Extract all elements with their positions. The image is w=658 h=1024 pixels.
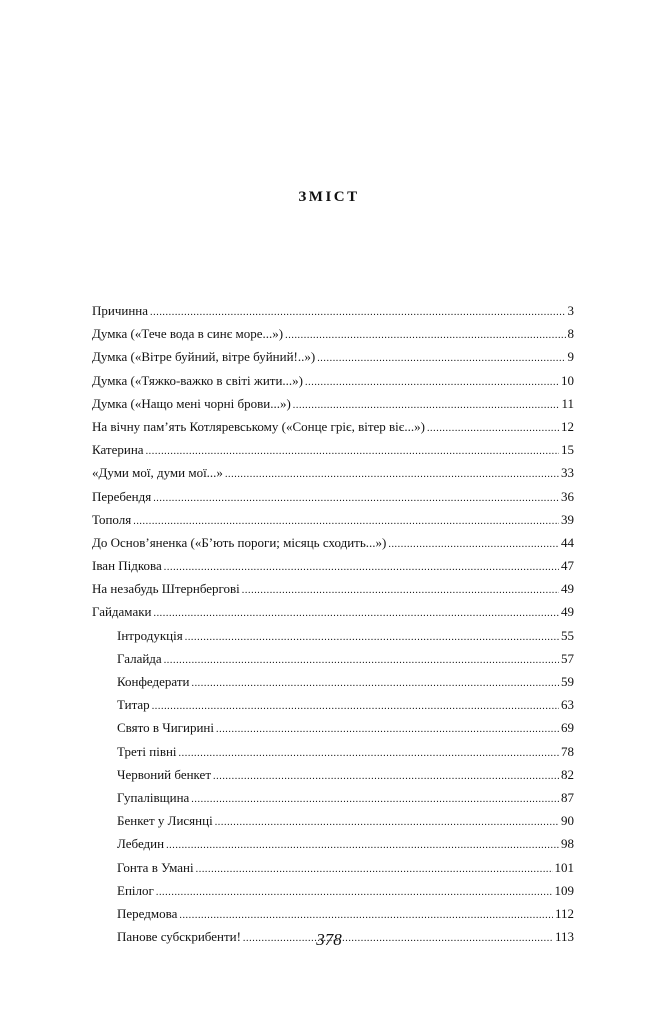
toc-entry-label: Інтродукція (117, 627, 183, 643)
toc-entry-label: Панове субскрибенти! (117, 929, 241, 945)
toc-entry-page: 55 (561, 627, 574, 643)
toc-entry (92, 763, 574, 786)
toc-entry-page: 44 (561, 534, 574, 550)
toc-entry (92, 461, 574, 484)
dot-leader (191, 788, 559, 811)
toc-entry-page: 8 (567, 326, 574, 342)
toc-entry (92, 670, 574, 693)
toc-entry-label: Думка («Тяжко-важко в світі жити...») (92, 372, 304, 388)
toc-entry-label: Червоний бенкет (117, 766, 212, 782)
toc-entry-page: 63 (561, 697, 574, 713)
dot-leader (242, 579, 559, 602)
toc-entry-page: 101 (554, 859, 574, 875)
toc-entry (92, 531, 574, 554)
toc-entry-label: Треті півні (117, 743, 177, 759)
dot-leader (225, 463, 559, 486)
dot-leader (196, 858, 553, 881)
toc-entry (92, 624, 574, 647)
dot-leader (146, 440, 559, 463)
toc-entry (92, 508, 574, 531)
toc-entry (92, 600, 574, 623)
dot-leader (150, 301, 565, 324)
toc-entry-page: 59 (561, 674, 574, 689)
dot-leader (166, 834, 559, 857)
toc-entry-page: 3 (567, 303, 574, 318)
dot-leader (164, 556, 559, 579)
dot-leader (156, 881, 553, 904)
toc-entry-label: На незабудь Штернбергові (92, 581, 240, 597)
toc-entry (92, 299, 574, 322)
toc-entry (92, 392, 574, 415)
toc-entry-label: Тополя (92, 511, 132, 527)
toc-entry (92, 740, 574, 763)
toc-entry-page: 98 (561, 836, 574, 852)
toc-entry-page: 78 (561, 743, 574, 759)
toc-entry-label: Титар (117, 697, 150, 713)
toc-entry-page: 10 (561, 372, 574, 388)
toc-entry-page: 87 (561, 789, 574, 805)
toc-entry (92, 485, 574, 508)
toc-entry-label: Думка («Вітре буйний, вітре буйний!..») (92, 349, 316, 365)
toc-entry (92, 369, 574, 392)
dot-leader (185, 626, 559, 649)
toc-entry-page: 47 (561, 558, 574, 574)
toc-entry-page: 49 (561, 604, 574, 620)
toc-entry-label: Бенкет у Лисянці (117, 813, 213, 829)
toc-entry-page: 12 (561, 418, 574, 434)
dot-leader (191, 672, 559, 695)
toc-entry-page: 39 (561, 511, 574, 527)
toc-entry-label: Перебендя (92, 488, 152, 504)
toc-entry (92, 554, 574, 577)
dot-leader (179, 742, 559, 765)
toc-entry-page: 9 (567, 349, 574, 365)
toc-entry (92, 415, 574, 438)
toc-entry-label: Галайда (117, 650, 162, 666)
toc-entry (92, 322, 574, 345)
toc-entry-page: 109 (554, 882, 574, 898)
dot-leader (388, 533, 559, 556)
toc-entry-label: Передмова (117, 905, 178, 921)
toc-entry-page: 57 (561, 650, 574, 666)
dot-leader (153, 487, 559, 510)
toc-entry-page: 82 (561, 766, 574, 782)
toc-entry (92, 879, 574, 902)
toc-entry-page: 69 (561, 720, 574, 736)
page-number: 378 (316, 930, 342, 949)
toc-entry-page: 11 (561, 395, 574, 411)
toc-entry-label: Гупалівщина (117, 789, 190, 805)
dot-leader (317, 347, 565, 370)
toc-entry-page: 33 (561, 465, 574, 481)
table-of-contents (92, 299, 574, 948)
toc-entry-label: Свято в Чигирині (117, 720, 214, 736)
toc-entry-label: Іван Підкова (92, 558, 162, 574)
toc-entry-page: 112 (554, 905, 574, 921)
toc-entry-label: Катерина (92, 442, 144, 458)
toc-entry-label: Лебедин (117, 836, 165, 852)
dot-leader (213, 765, 559, 788)
toc-entry-page: 49 (561, 581, 574, 597)
toc-entry (92, 809, 574, 832)
dot-leader (285, 324, 565, 347)
toc-entry (92, 856, 574, 879)
toc-entry (92, 647, 574, 670)
dot-leader (179, 904, 553, 927)
toc-entry-label: На вічну пам’ять Котляревському («Сонце гріє, вітер віє...») (92, 418, 425, 434)
dot-leader (152, 695, 559, 718)
toc-entry (92, 786, 574, 809)
toc-entry (92, 345, 574, 368)
toc-entry-page: 15 (561, 442, 574, 458)
toc-entry (92, 438, 574, 461)
toc-entry-label: Думка («Тече вода в синє море...») (92, 326, 284, 342)
toc-entry (92, 832, 574, 855)
toc-entry (92, 693, 574, 716)
dot-leader (215, 811, 559, 834)
toc-entry-label: «Думи мої, думи мої...» (92, 465, 223, 481)
toc-entry-label: Гонта в Умані (117, 859, 194, 875)
toc-entry-page: 113 (554, 929, 574, 945)
toc-entry-label: Гайдамаки (92, 604, 152, 620)
toc-entry-label: Конфедерати (117, 674, 190, 689)
toc-entry-label: Причинна (92, 303, 149, 318)
toc-entry (92, 577, 574, 600)
toc-entry-label: До Основ’яненка («Б’ють пороги; місяць сходить...») (92, 534, 387, 550)
dot-leader (293, 394, 560, 417)
toc-entry (92, 716, 574, 739)
toc-entry-label: Думка («Нащо мені чорні брови...») (92, 395, 291, 411)
dot-leader (305, 371, 559, 394)
dot-leader (216, 718, 559, 741)
dot-leader (164, 649, 559, 672)
dot-leader (153, 602, 559, 625)
toc-entry-label: Епілог (117, 882, 154, 898)
toc-entry-page: 90 (561, 813, 574, 829)
dot-leader (427, 417, 559, 440)
page-title: ЗМІСТ (298, 189, 360, 205)
toc-entry (92, 902, 574, 925)
toc-entry-page: 36 (561, 488, 574, 504)
dot-leader (133, 510, 559, 533)
